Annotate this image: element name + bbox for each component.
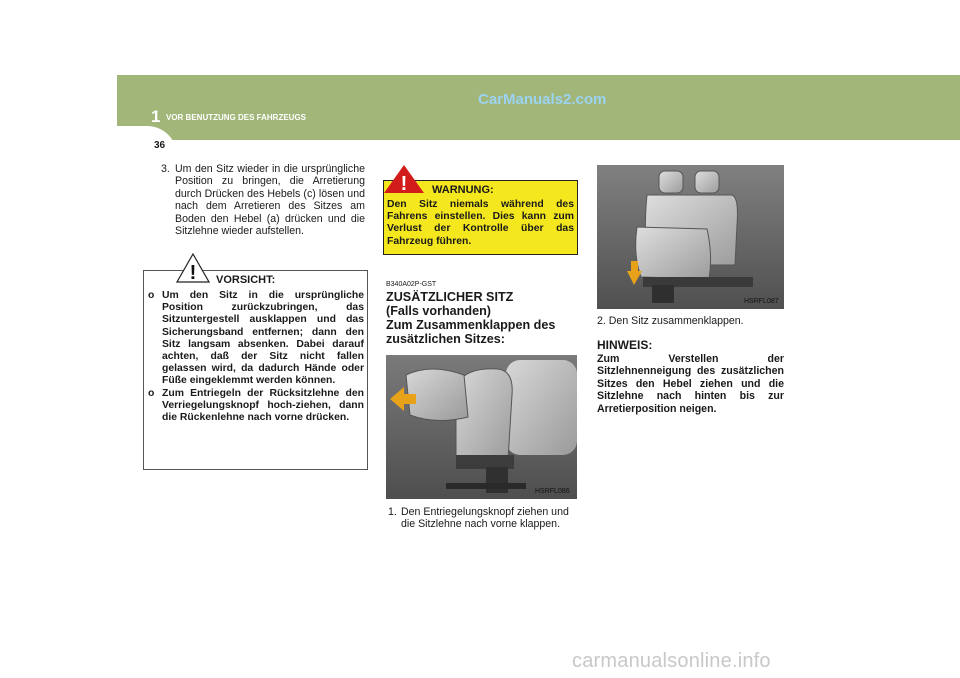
step-3-text: Um den Sitz wieder in die ursprüngliche Position zu bringen, die Arretierung durch Drücken des Hebels (c) lösen und nach dem Arretieren des Sitzes am Boden den Hebel (a) drücken und die Sitzlehne wieder aufstellen. (175, 163, 365, 238)
section-title-line-3: Zum Zusammenklappen des zusätzlichen Sitzes: (386, 318, 556, 346)
caution-symbol: ! (189, 262, 197, 283)
step-3-number: 3. (161, 163, 170, 175)
step-1 (388, 506, 578, 531)
caution-list (148, 290, 364, 424)
hinweis-text: Zum Verstellen der Sitzlehnenneigung des zusätzlichen Sitzes den Hebel ziehen und die Sitzlehne nach hinten bis zur Arretierposition neigen. (597, 353, 784, 415)
caution-item (148, 290, 364, 388)
step-1-text: Den Entriegelungsknopf ziehen und die Sitzlehne nach vorne klappen. (401, 506, 569, 531)
warning-title: WARNUNG: (432, 184, 494, 196)
footer-watermark[interactable]: carmanualsonline.info (572, 650, 771, 672)
step-2: 2. Den Sitz zusammenklappen. (597, 315, 744, 327)
section-code: B340A02P-GST (386, 281, 437, 288)
section-title-line-2: (Falls vorhanden) (386, 304, 491, 318)
site-watermark[interactable]: CarManuals2.com (478, 91, 607, 108)
chapter-title: VOR BENUTZUNG DES FAHRZEUGS (166, 113, 307, 122)
warning-triangle-icon (382, 164, 426, 194)
caution-title: VORSICHT: (216, 274, 276, 286)
seat-fold-illustration (386, 355, 577, 499)
seat-fold-photo (386, 355, 577, 499)
photo-code: HSRFL086 (535, 488, 570, 495)
warning-text: Den Sitz niemals während des Fahrens einstellen. Dies kann zum Verlust der Kontrolle über das Fahrzeug führen. (387, 199, 574, 247)
caution-item-text: Um den Sitz in die ursprüngliche Position zurückzubringen, das Sitzuntergestell ausklappen und das Sicherungsband entfernen; dann den Sitz langsam absenken. Dabei darauf achten, daß der Sitz nicht fallen gelassen wird, da dadurch Hände oder Füße eingeklemmt werden können. (162, 290, 364, 387)
caution-item-text: Zum Entriegeln der Rücksitzlehne den Verriegelungsknopf hoch-ziehen, dann die Rückenlehne nach vorne drücken. (162, 387, 364, 424)
chapter-number: 1 (151, 107, 161, 126)
step-3 (161, 163, 365, 238)
seat-folded-illustration (597, 165, 784, 309)
caution-item (148, 388, 364, 425)
page-number: 36 (154, 140, 166, 151)
caution-bullet: o (148, 387, 155, 399)
step-1-number: 1. (388, 506, 397, 518)
photo-code: HSRFL087 (744, 298, 779, 305)
hinweis-title: HINWEIS: (597, 338, 653, 352)
warning-symbol: ! (400, 173, 408, 194)
seat-folded-photo (597, 165, 784, 309)
section-title (386, 290, 578, 346)
caution-warning-icon (176, 253, 210, 283)
section-title-line-1: ZUSÄTZLICHER SITZ (386, 290, 514, 304)
caution-bullet: o (148, 290, 155, 301)
